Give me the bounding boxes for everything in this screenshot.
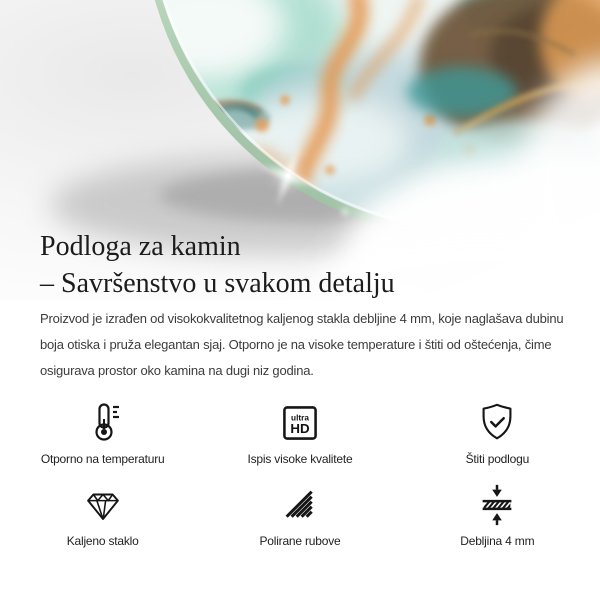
feature-label: Ispis visoke kvalitete: [247, 452, 353, 466]
title-line-1: Podloga za kamin: [40, 231, 241, 262]
diamond-icon: [82, 484, 124, 526]
page-title: [40, 228, 560, 302]
polished-edges-icon: [280, 485, 320, 525]
feature-tempered-glass: [4, 480, 201, 548]
feature-label: Debljina 4 mm: [460, 534, 535, 548]
thickness-icon: [474, 482, 520, 528]
feature-thickness: [399, 480, 596, 548]
intro-paragraph: Proizvod je izrađen od visokokvalitetnog kaljenog stakla debljine 4 mm, koje naglašava dubinu boja otiska i pruža elegantan sjaj. Otporno je na visoke temperature i štiti od oštećenja, čime osigurava prostor oko kamina na dugi niz godina.: [40, 311, 564, 378]
shield-check-icon: [474, 400, 520, 446]
feature-polished-edges: [201, 480, 398, 548]
feature-temperature: [4, 398, 201, 466]
svg-text:HD: HD: [290, 421, 310, 437]
feature-print-quality: [201, 398, 398, 466]
feature-label: Štiti podlogu: [465, 452, 530, 466]
feature-label: Otporno na temperaturu: [40, 452, 165, 466]
svg-text:ultra: ultra: [291, 413, 309, 423]
feature-label: Polirane rubove: [259, 534, 341, 548]
ultra-hd-icon: [278, 401, 322, 445]
feature-grid: [4, 398, 596, 548]
feature-label: Kaljeno staklo: [66, 534, 139, 548]
title-line-2: – Savršenstvo u svakom detalju: [40, 268, 395, 299]
feature-protects: [399, 398, 596, 466]
thermometer-icon: [79, 399, 127, 447]
